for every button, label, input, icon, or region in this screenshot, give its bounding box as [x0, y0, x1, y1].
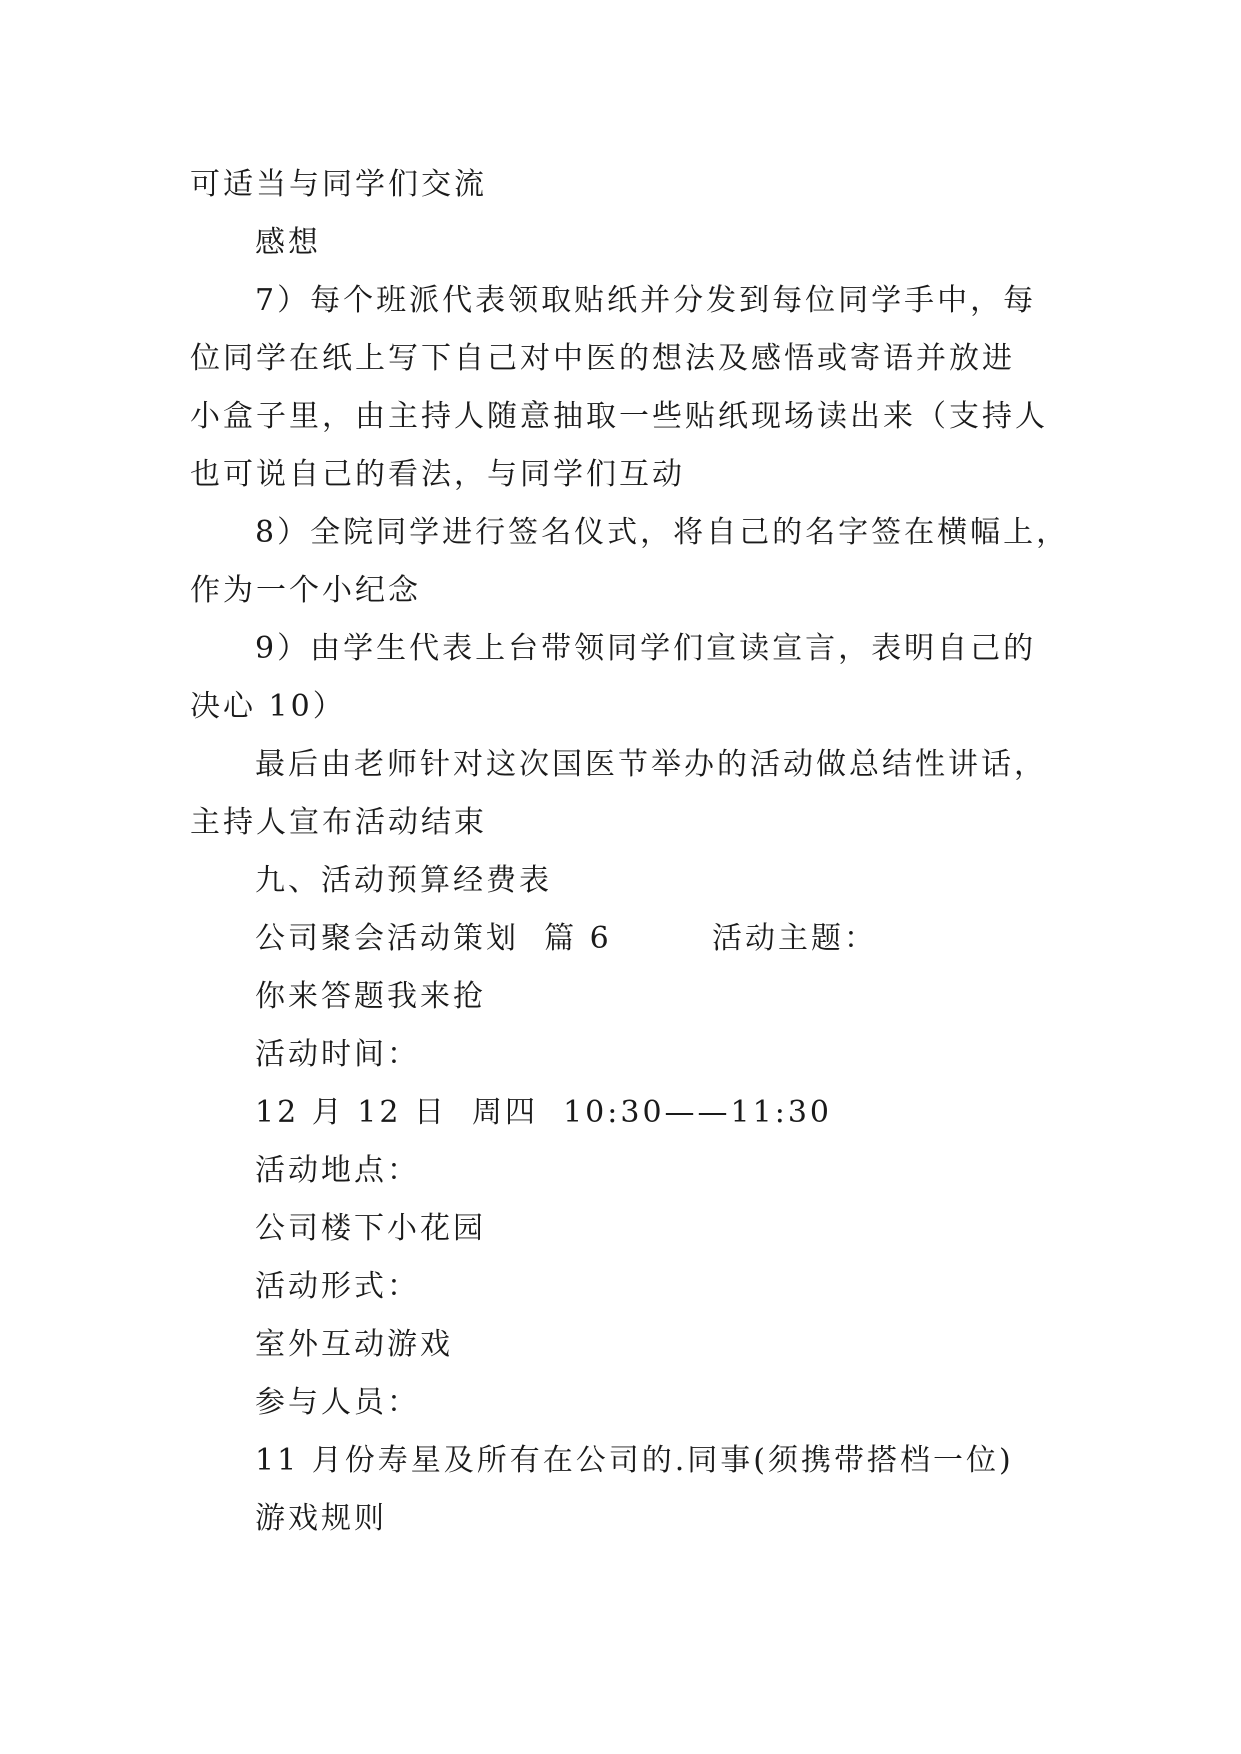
text-line: 最后由老师针对这次国医节举办的活动做总结性讲话， [255, 747, 1047, 782]
text-line: 小盒子里，由主持人随意抽取一些贴纸现场读出来（支持人 [190, 399, 1048, 434]
article-heading: 公司聚会活动策划 篇 6 活动主题： [255, 921, 877, 956]
text-line: 感想 [255, 225, 321, 260]
text-line: 也可说自己的看法，与同学们互动 [190, 457, 685, 492]
text-line: 主持人宣布活动结束 [190, 805, 487, 840]
text-line: 你来答题我来抢 [255, 979, 486, 1014]
text-line: 可适当与同学们交流 [190, 167, 487, 202]
text-line: 7）每个班派代表领取贴纸并分发到每位同学手中，每 [255, 283, 1037, 318]
text-line: 作为一个小纪念 [190, 573, 421, 608]
text-line: 9）由学生代表上台带领同学们宣读宣言，表明自己的 [255, 631, 1037, 666]
field-label: 活动形式： [255, 1269, 420, 1304]
text-line: 8）全院同学进行签名仪式，将自己的名字签在横幅上， [255, 515, 1070, 550]
field-label: 游戏规则 [255, 1501, 387, 1536]
field-label: 活动时间： [255, 1037, 420, 1072]
text-line: 12 月 12 日 周四 10:30——11:30 [255, 1095, 833, 1130]
text-line: 11 月份寿星及所有在公司的.同事(须携带搭档一位) [255, 1443, 1014, 1478]
text-line: 位同学在纸上写下自己对中医的想法及感悟或寄语并放进 [190, 341, 1015, 376]
text-line: 室外互动游戏 [255, 1327, 453, 1362]
text-line: 决心 10） [190, 689, 346, 724]
section-heading: 九、活动预算经费表 [255, 863, 552, 898]
text-line: 公司楼下小花园 [255, 1211, 486, 1246]
field-label: 活动地点： [255, 1153, 420, 1188]
field-label: 参与人员： [255, 1385, 420, 1420]
